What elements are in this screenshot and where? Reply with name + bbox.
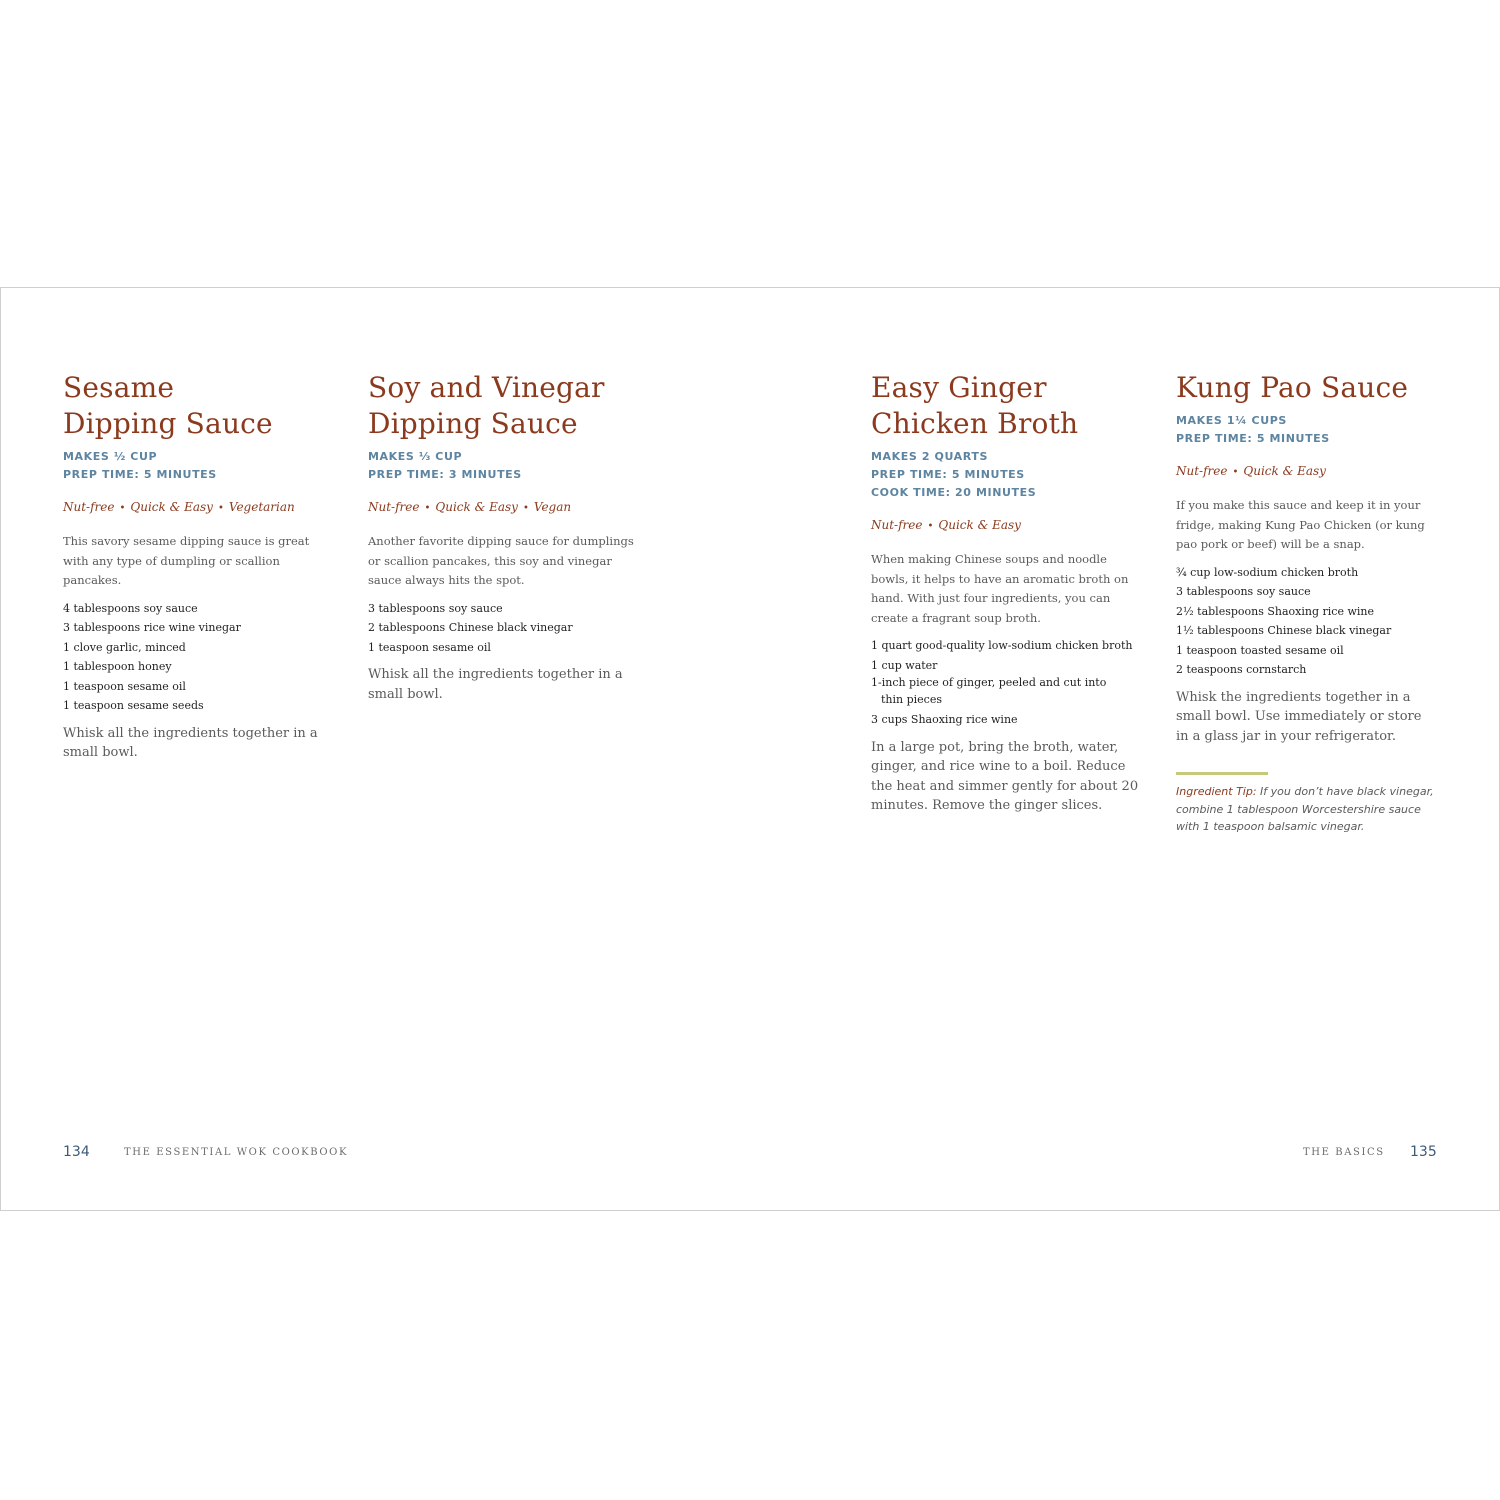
tag: Nut-free (871, 518, 923, 532)
ingredient: 3 tablespoons soy sauce (368, 601, 503, 615)
ingredient: 1 teaspoon sesame oil (63, 679, 186, 693)
ingredient-list (63, 599, 333, 716)
tag: Nut-free (63, 500, 115, 514)
ingredient: 3 tablespoons soy sauce (1176, 585, 1311, 598)
ingredient: 1 teaspoon toasted sesame oil (1176, 643, 1344, 657)
ingredient: 1 teaspoon sesame oil (368, 640, 491, 654)
recipe-yield: MAKES ½ CUP (63, 450, 158, 463)
tag: Quick & Easy (435, 500, 518, 514)
ingredient: 3 tablespoons rice wine vinegar (63, 621, 241, 634)
ingredient (871, 675, 1141, 710)
page-number-right: 135 (1410, 1144, 1437, 1160)
tag: Vegetarian (228, 500, 295, 514)
tip-label: Ingredient Tip: (1176, 785, 1257, 798)
recipe-kung-pao-sauce (1176, 370, 1438, 836)
recipe-prep-time: PREP TIME: 3 MINUTES (368, 468, 522, 481)
recipe-tags (368, 498, 638, 518)
running-head-left: THE ESSENTIAL WOK COOKBOOK (124, 1147, 349, 1158)
recipe-intro: This savory sesame dipping sauce is great with any type of dumpling or scallion pancakes. (63, 534, 310, 587)
page-number-left: 134 (63, 1144, 90, 1160)
recipe-title: Soy and Vinegar Dipping Sauce (368, 371, 605, 440)
recipe-yield: MAKES ⅓ CUP (368, 450, 463, 463)
tag: Quick & Easy (130, 500, 213, 514)
bullet-separator: • (522, 503, 529, 514)
ingredient: 1 cup water (871, 658, 938, 672)
tip-text: If you don’t have black vinegar, combine 1 tablespoon Worcestershire sauce with 1 teaspoon balsamic vinegar. (1176, 785, 1434, 833)
ingredient: ¾ cup low-sodium chicken broth (1176, 565, 1359, 579)
ingredient-list (368, 599, 638, 658)
ingredient: 1 quart good-quality low-sodium chicken broth (871, 639, 1133, 652)
ingredient: 4 tablespoons soy sauce (63, 601, 198, 615)
ingredient: 1½ tablespoons Chinese black vinegar (1176, 624, 1392, 637)
tag: Quick & Easy (1243, 464, 1326, 478)
recipe-cook-time: COOK TIME: 20 MINUTES (871, 486, 1037, 499)
recipe-tags (871, 516, 1141, 536)
ingredient-tip (1176, 783, 1438, 836)
recipe-prep-time: PREP TIME: 5 MINUTES (871, 468, 1025, 481)
recipe-yield: MAKES 2 QUARTS (871, 450, 988, 463)
recipe-method: Whisk all the ingredients together in a small bowl. (63, 725, 318, 760)
recipe-title: Kung Pao Sauce (1176, 371, 1409, 404)
ingredient: 3 cups Shaoxing rice wine (871, 713, 1018, 726)
recipe-prep-time: PREP TIME: 5 MINUTES (1176, 432, 1330, 445)
recipe-intro: If you make this sauce and keep it in your fridge, making Kung Pao Chicken (or kung pao pork or beef) will be a snap. (1176, 498, 1425, 551)
recipe-title: Sesame Dipping Sauce (63, 371, 273, 440)
bullet-separator: • (217, 503, 224, 514)
ingredient-list (871, 636, 1141, 730)
ingredient-list (1176, 563, 1438, 680)
ingredient: 2 teaspoons cornstarch (1176, 663, 1307, 676)
recipe-intro: Another favorite dipping sauce for dumplings or scallion pancakes, this soy and vinegar sauce always hits the spot. (368, 534, 634, 587)
recipe-yield: MAKES 1¼ CUPS (1176, 414, 1287, 427)
ingredient: 1 teaspoon sesame seeds (63, 699, 204, 712)
ingredient: 2½ tablespoons Shaoxing rice wine (1176, 604, 1374, 618)
bullet-separator: • (424, 503, 431, 514)
recipe-easy-ginger-chicken-broth (871, 370, 1141, 816)
recipe-title: Easy Ginger Chicken Broth (871, 371, 1079, 440)
running-head-right: THE BASICS (1303, 1147, 1385, 1158)
recipe-method: In a large pot, bring the broth, water, ginger, and rice wine to a boil. Reduce the heat and simmer gently for about 20 minutes. Remove the ginger slices. (871, 739, 1139, 813)
ingredient-continuation: thin pieces (881, 692, 942, 706)
recipe-sesame-dipping-sauce (63, 370, 333, 763)
bullet-separator: • (119, 503, 126, 514)
recipe-tags (63, 498, 333, 518)
recipe-prep-time: PREP TIME: 5 MINUTES (63, 468, 217, 481)
bullet-separator: • (1232, 467, 1239, 478)
tag: Quick & Easy (938, 518, 1021, 532)
ingredient: 1 clove garlic, minced (63, 640, 186, 654)
tip-divider (1176, 772, 1268, 775)
tag: Nut-free (368, 500, 420, 514)
ingredient: 1 tablespoon honey (63, 660, 172, 673)
ingredient: 2 tablespoons Chinese black vinegar (368, 621, 573, 634)
recipe-tags (1176, 462, 1438, 482)
tag: Vegan (533, 500, 572, 514)
recipe-intro: When making Chinese soups and noodle bowls, it helps to have an aromatic broth on hand. With just four ingredients, you can create a fragrant soup broth. (871, 552, 1129, 625)
recipe-method: Whisk the ingredients together in a small bowl. Use immediately or store in a glass jar in your refrigerator. (1176, 689, 1422, 744)
tag: Nut-free (1176, 464, 1228, 478)
ingredient-text: 1-inch piece of ginger, peeled and cut into (871, 676, 1107, 689)
bullet-separator: • (927, 521, 934, 532)
recipe-soy-and-vinegar-dipping-sauce (368, 370, 638, 704)
recipe-method: Whisk all the ingredients together in a small bowl. (368, 667, 623, 702)
